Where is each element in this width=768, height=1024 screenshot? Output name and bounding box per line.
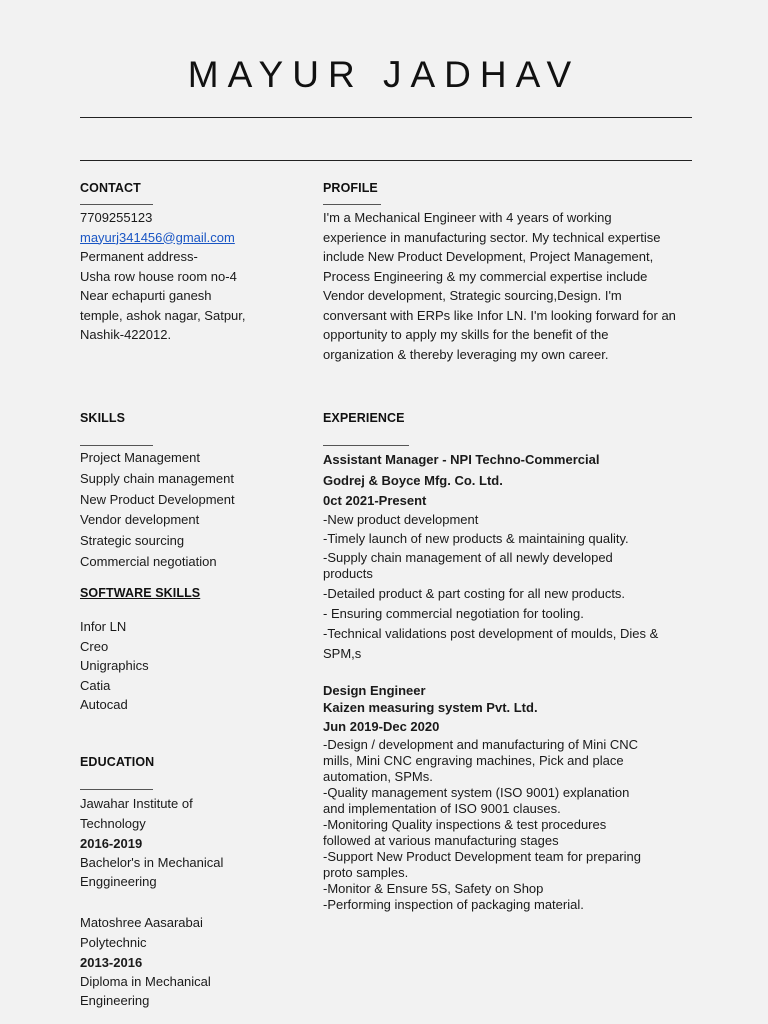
profile-section [323, 181, 676, 364]
address-line: Usha row house room no-4 [80, 268, 237, 284]
resume-name: MAYUR JADHAV [187, 54, 581, 95]
education-institute: Matoshree Aasarabai [80, 915, 203, 930]
job-duty: -Support New Product Development team for preparing [323, 849, 641, 864]
profile-text-line: organization & thereby leveraging my own career. [323, 346, 609, 362]
job-company: Kaizen measuring system Pvt. Ltd. [323, 700, 538, 715]
education-years: 2016-2019 [80, 836, 143, 851]
skills-heading: SKILLS [80, 411, 126, 425]
education-institute: Technology [80, 816, 146, 831]
job-duty: -Design / development and manufacturing of Mini CNC [323, 737, 639, 752]
skill-item: Project Management [80, 450, 200, 465]
address-line: temple, ashok nagar, Satpur, [80, 307, 246, 323]
education-heading: EDUCATION [80, 755, 155, 769]
profile-text-line: conversant with ERPs like Infor LN. I'm looking forward for an [323, 307, 676, 323]
skills-section [80, 411, 235, 573]
software-skill-item: Unigraphics [80, 658, 149, 673]
job-duty: -Detailed product & part costing for all new products. [323, 586, 626, 601]
profile-text-line: Process Engineering & my commercial expertise include [323, 268, 648, 284]
profile-text-line: experience in manufacturing sector. My technical expertise [323, 229, 661, 245]
education-entry [80, 913, 223, 1010]
address-line: Near echapurti ganesh [80, 288, 212, 303]
contact-email-link[interactable]: mayurj341456@gmail.com [80, 229, 235, 245]
software-skills-heading: SOFTWARE SKILLS [80, 586, 201, 600]
job-duty: automation, SPMs. [323, 769, 433, 784]
education-institute: Polytechnic [80, 935, 147, 950]
software-skill-item: Infor LN [80, 619, 127, 634]
education-institute: Jawahar Institute of [80, 796, 193, 811]
education-degree: Diploma in Mechanical [80, 974, 211, 989]
header-divider-top [80, 117, 692, 118]
education-degree: Bachelor's in Mechanical [80, 855, 224, 870]
job-duty: -Performing inspection of packaging material. [323, 897, 584, 912]
profile-text-line: opportunity to apply my skills for the benefit of the [323, 327, 609, 342]
contact-phone: 7709255123 [80, 210, 153, 225]
experience-section [323, 411, 658, 913]
contact-heading-rule [80, 204, 153, 205]
skill-item: Strategic sourcing [80, 533, 185, 549]
software-skills-section [80, 586, 200, 715]
education-years: 2013-2016 [80, 955, 143, 970]
education-degree: Engineering [80, 993, 150, 1008]
header-divider-bottom [80, 160, 692, 161]
software-skill-item: Catia [80, 677, 111, 693]
job-duty: -New product development [323, 512, 479, 527]
job-duty: - Ensuring commercial negotiation for tooling. [323, 606, 584, 621]
education-entry [80, 794, 223, 891]
software-skill-item: Creo [80, 638, 109, 654]
profile-heading: PROFILE [323, 181, 378, 195]
contact-section [80, 181, 246, 345]
job-period: 0ct 2021-Present [323, 493, 427, 508]
experience-heading: EXPERIENCE [323, 411, 405, 425]
education-section [80, 755, 223, 1010]
job-duty: -Timely launch of new products & maintaining quality. [323, 531, 629, 546]
software-skill-item: Autocad [80, 697, 128, 712]
job-duty: mills, Mini CNC engraving machines, Pick and place [323, 753, 624, 768]
job-duty: products [323, 566, 373, 581]
skill-item: Vendor development [80, 512, 200, 528]
job-title: Assistant Manager - NPI Techno-Commercial [323, 452, 600, 467]
skills-heading-rule [80, 445, 153, 446]
job-duty: -Monitoring Quality inspections & test procedures [323, 817, 607, 832]
job-entry [323, 449, 658, 664]
experience-heading-rule [323, 445, 409, 446]
skill-item: Commercial negotiation [80, 553, 217, 569]
skill-item: New Product Development [80, 491, 235, 507]
job-period: Jun 2019-Dec 2020 [323, 719, 440, 734]
job-duty: and implementation of ISO 9001 clauses. [323, 801, 561, 816]
contact-heading: CONTACT [80, 181, 141, 195]
education-degree: Enggineering [80, 874, 157, 889]
job-duty: proto samples. [323, 865, 409, 880]
profile-text-line: I'm a Mechanical Engineer with 4 years of working [323, 210, 612, 225]
job-duty: -Monitor & Ensure 5S, Safety on Shop [323, 881, 544, 896]
job-company: Godrej & Boyce Mfg. Co. Ltd. [323, 473, 503, 488]
education-heading-rule [80, 789, 153, 790]
job-duty: -Supply chain management of all newly developed [323, 550, 613, 565]
job-entry [323, 682, 658, 913]
job-duty: -Quality management system (ISO 9001) explanation [323, 785, 630, 800]
job-title: Design Engineer [323, 683, 426, 698]
address-line: Permanent address- [80, 249, 198, 264]
skill-item: Supply chain management [80, 470, 234, 486]
profile-text-line: include New Product Development, Project Management, [323, 249, 654, 264]
profile-text-line: Vendor development, Strategic sourcing,Design. I'm [323, 288, 622, 303]
job-duty: followed at various manufacturing stages [323, 833, 559, 848]
address-line: Nashik-422012. [80, 327, 172, 342]
job-duty: -Technical validations post development of moulds, Dies & [323, 626, 659, 641]
job-duty: SPM,s [323, 646, 362, 661]
profile-heading-rule [323, 204, 381, 205]
